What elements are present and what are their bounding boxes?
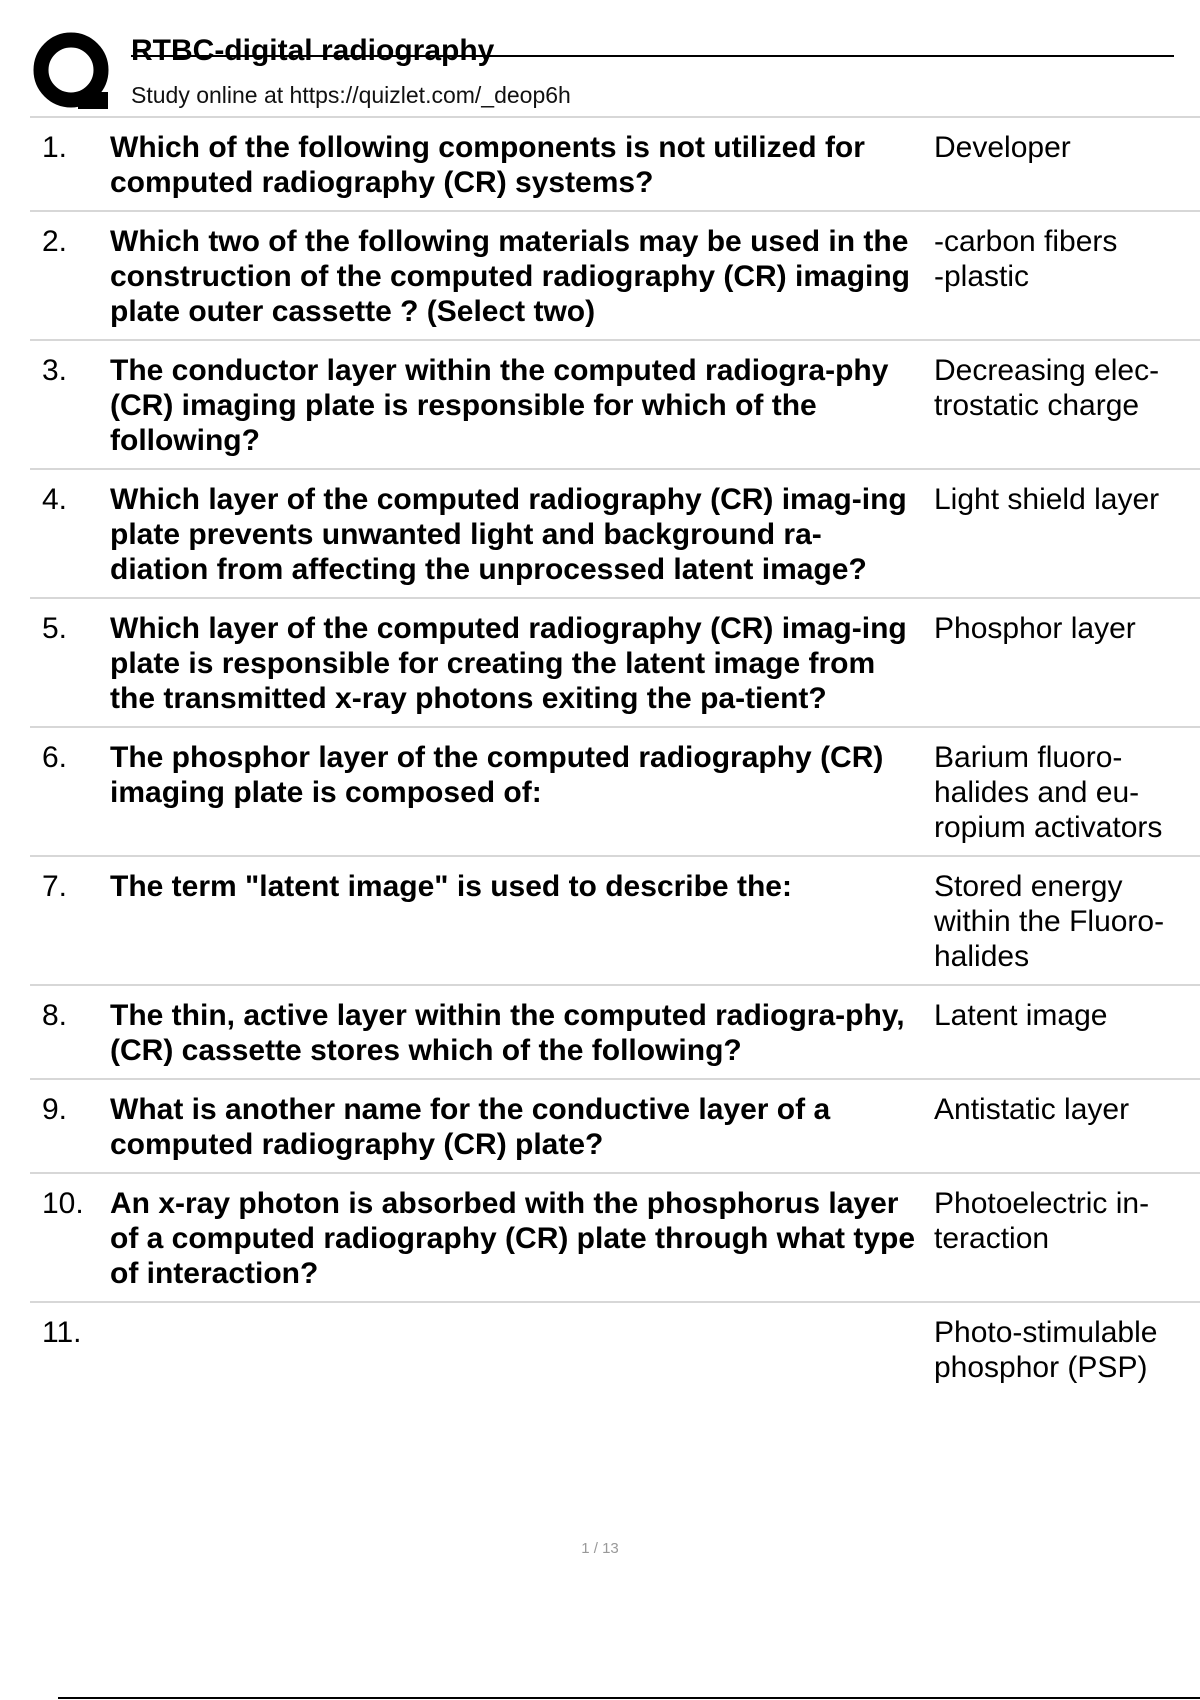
- card-answer: Antistatic layer: [934, 1093, 1130, 1126]
- card-number: 9.: [42, 1093, 68, 1126]
- flashcard-row: [30, 1174, 1200, 1303]
- card-question: Which layer of the computed radiography (CR) imag-ing plate prevents unwanted light and background ra-diation from affecting the unprocessed latent image?: [110, 483, 907, 586]
- card-number: 1.: [42, 131, 68, 164]
- card-answer: Light shield layer: [934, 483, 1160, 516]
- card-answer: Phosphor layer: [934, 612, 1136, 645]
- card-number: 8.: [42, 999, 68, 1032]
- card-number: 10.: [42, 1187, 84, 1220]
- footer-rule: [58, 1697, 1200, 1699]
- card-question: An x-ray photon is absorbed with the phosphorus layer of a computed radiography (CR) plate through what type of interaction?: [110, 1187, 916, 1290]
- flashcard-row: [30, 1080, 1200, 1174]
- card-question: The term "latent image" is used to describe the:: [110, 870, 792, 903]
- card-question: The thin, active layer within the computed radiogra-phy, (CR) cassette stores which of the following?: [110, 999, 905, 1067]
- flashcard-row: [30, 857, 1200, 986]
- card-answer: Developer: [934, 131, 1071, 164]
- quizlet-logo-icon: [32, 32, 114, 114]
- card-question: [110, 1315, 924, 1385]
- card-number: 5.: [42, 612, 68, 645]
- card-number: 3.: [42, 354, 68, 387]
- card-question: Which two of the following materials may be used in the construction of the computed radiography (CR) imaging plate outer cassette ? (Select two): [110, 225, 911, 328]
- card-number: 2.: [42, 225, 68, 258]
- document-title: RTBC-digital radiography: [131, 34, 495, 67]
- card-answer: Photoelectric in-teraction: [934, 1187, 1150, 1255]
- page-number: 1 / 13: [581, 1540, 619, 1557]
- flashcard-row: [30, 118, 1200, 212]
- card-question: Which of the following components is not utilized for computed radiography (CR) systems?: [110, 131, 865, 199]
- card-answer: Stored energy within the Fluoro-halides: [934, 870, 1165, 973]
- card-question: What is another name for the conductive layer of a computed radiography (CR) plate?: [110, 1093, 831, 1161]
- title-rule: [131, 55, 1174, 57]
- card-number: 4.: [42, 483, 68, 516]
- card-question: The conductor layer within the computed radiogra-phy (CR) imaging plate is responsible for which of the following?: [110, 354, 889, 457]
- header: [30, 30, 1142, 116]
- flashcard-row: [30, 986, 1200, 1080]
- card-answer: Barium fluoro-halides and eu-ropium activators: [934, 741, 1163, 844]
- card-answer: Photo-stimulable phosphor (PSP): [934, 1316, 1158, 1384]
- study-link-text: Study online at https://quizlet.com/_deop6h: [131, 82, 571, 108]
- flashcard-row: [30, 599, 1200, 728]
- card-number: 11.: [42, 1316, 82, 1349]
- flashcard-row: [30, 470, 1200, 599]
- flashcard-row: [30, 212, 1200, 341]
- card-answer: -carbon fibers -plastic: [934, 225, 1118, 293]
- flashcard-list: [30, 116, 1200, 1395]
- card-answer: Decreasing elec-trostatic charge: [934, 354, 1160, 422]
- card-answer: Latent image: [934, 999, 1108, 1032]
- card-question: The phosphor layer of the computed radiography (CR) imaging plate is composed of:: [110, 741, 884, 809]
- flashcard-row: [30, 728, 1200, 857]
- card-number: 7.: [42, 870, 68, 903]
- card-question: Which layer of the computed radiography (CR) imag-ing plate is responsible for creating the latent image from the transmitted x-ray photons exiting the pa-tient?: [110, 612, 907, 715]
- flashcard-row: [30, 341, 1200, 470]
- flashcard-row: [30, 1303, 1200, 1395]
- card-number: 6.: [42, 741, 68, 774]
